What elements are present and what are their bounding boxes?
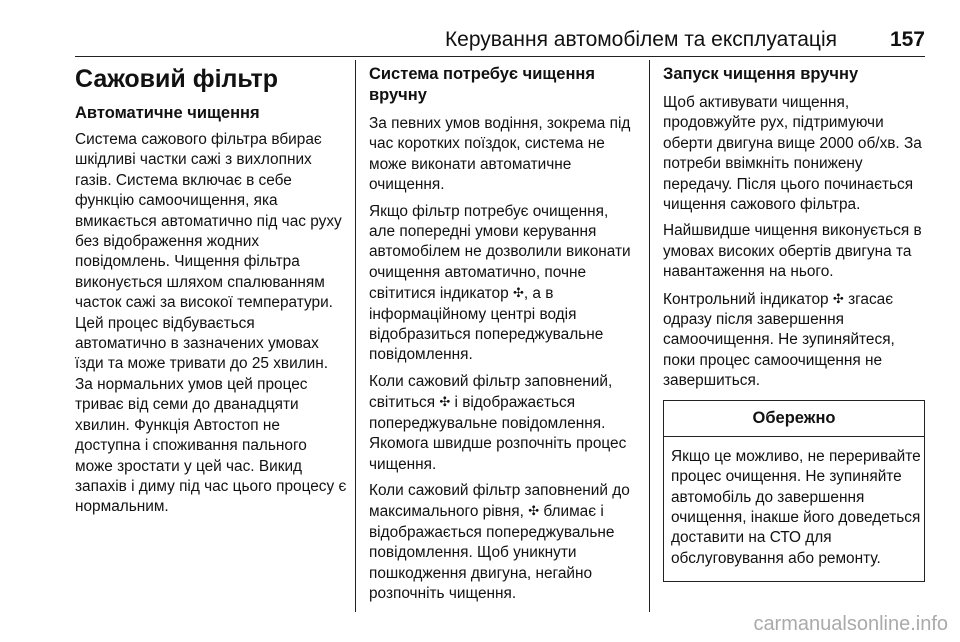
diesel-particle-filter-icon: ✣	[512, 285, 524, 301]
header-title: Керування автомобілем та експлуатація	[444, 28, 837, 51]
paragraph: Щоб активувати чищення, продовжуйте рух, підтримуючи оберти двигуна вище 2000 об/хв. За потреби ввімкніть понижену передачу. Після цього починається чищення сажового фільтра.	[663, 94, 922, 214]
paragraph	[369, 481, 637, 604]
text-run: , а в інформаційному центрі водія відобразиться попереджувальне повідомлення.	[369, 285, 604, 364]
text-run: Якщо фільтр потребує очищення, але попередні умови керування автомобілем не дозволили виконати очищення автоматично, почне світитися індикатор	[369, 202, 631, 303]
section-title-start-manual-cleaning: Запуск чищення вручну	[663, 65, 859, 83]
column-divider-1	[355, 60, 356, 612]
text-run: Контрольний індикатор	[663, 290, 833, 308]
header-rule	[75, 56, 925, 57]
paragraph	[369, 202, 637, 366]
text-run: Коли сажовий фільтр заповнений, світиться	[369, 372, 613, 412]
caution-box	[663, 400, 925, 582]
paragraph: Найшвидше чищення виконується в умовах високих обертів двигуна та навантаження на нього.	[663, 222, 922, 281]
diesel-particle-filter-icon: ✣	[832, 290, 844, 306]
text-run: Коли сажовий фільтр заповнений до максимального рівня,	[369, 481, 630, 521]
caution-body: Якщо це можливо, не переривайте процес очищення. Не зупиняйте автомобіль до завершення очищення, інакше його доведеться доставити на СТО для обслуговування або ремонту.	[671, 447, 921, 567]
paragraph: За певних умов водіння, зокрема під час коротких поїздок, система не може виконати автоматичне очищення.	[369, 115, 631, 194]
page-number: 157	[889, 28, 925, 51]
paragraph	[663, 289, 925, 392]
paragraph	[369, 372, 637, 475]
column-divider-2	[649, 60, 650, 612]
diesel-particle-filter-icon: ✣	[439, 394, 451, 410]
text-run: блимає і відображається попереджувальне повідомлення. Щоб уникнути пошкодження двигуна, негайно розпочніть чищення.	[369, 503, 615, 602]
subsection-title-auto-cleaning: Автоматичне чищення	[75, 104, 260, 122]
text-run: і відображається попереджувальне повідомлення. Якомога швидше розпочніть процес чищення.	[369, 394, 627, 473]
paragraph: Система сажового фільтра вбирає шкідливі частки сажі з вихлопних газів. Система включає в себе функцію самоочищення, яка вмикається автоматично під час руху без відображення жодних повідомлень. Чищення фільтра виконується шляхом спалюванням часток сажі за високої температури. Цей процес відбувається автоматично в зазначених умовах їзди та може тривати до 25 хвилин. За нормальних умов цей процес триває від семи до дванадцяти хвилин. Функція Автостоп не доступна і споживання пального може зростати у цей час. Викид запахів і диму під час цього процесу є нормальним.	[75, 131, 347, 516]
caution-heading: Обережно	[664, 401, 924, 437]
column-1	[75, 60, 347, 518]
watermark: carmanualsonline.info	[753, 613, 948, 635]
text-run: згасає одразу після завершення самоочищення. Не зупиняйтеся, поки процес самоочищення не завершиться.	[663, 290, 895, 390]
section-title-manual-cleaning-needed: Система потребує чищення вручну	[369, 65, 596, 104]
column-3	[663, 60, 925, 582]
column-2	[369, 60, 637, 604]
section-title-soot-filter: Сажовий фільтр	[75, 65, 279, 93]
diesel-particle-filter-icon: ✣	[528, 503, 540, 519]
